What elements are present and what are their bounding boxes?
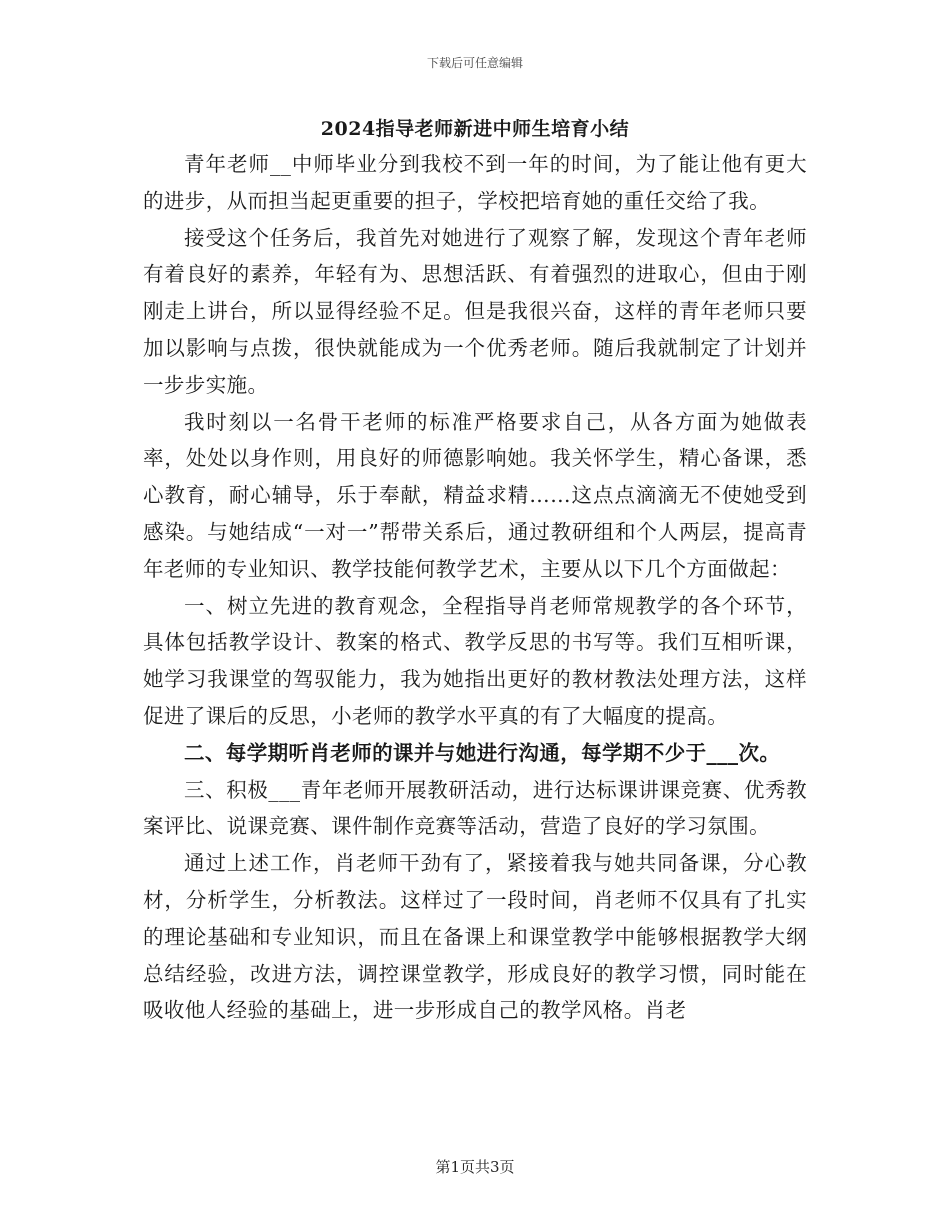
page-number: 第1页共3页 [435, 1158, 515, 1176]
document-title: 2024指导老师新进中师生培育小结 [320, 118, 630, 140]
paragraph-point-two: 二、每学期听肖老师的课并与她进行沟通，每学期不少于___次。 [184, 740, 781, 765]
paragraph-intro: 青年老师__中师毕业分到我校不到一年的时间，为了能让他有更大的进步，从而担当起更重要的担子，学校把培育她的重任交给了我。 [143, 152, 807, 213]
paragraph-observation: 接受这个任务后，我首先对她进行了观察了解，发现这个青年老师有着良好的素养，年轻有为、思想活跃、有着强烈的进取心，但由于刚刚走上讲台，所以显得经验不足。但是我很兴奋，这样的青年老师只要加以影响与点拨，很快就能成为一个优秀老师。随后我就制定了计划并一步步实施。 [143, 225, 807, 397]
document-body [143, 146, 807, 1029]
paragraph-point-three: 三、积极___青年老师开展教研活动，进行达标课讲课竞赛、优秀教案评比、说课竞赛、课件制作竞赛等活动，营造了良好的学习氛围。 [143, 777, 807, 839]
paragraph-results: 通过上述工作，肖老师干劲有了，紧接着我与她共同备课，分心教材，分析学生，分析教法。这样过了一段时间，肖老师不仅具有了扎实的理论基础和专业知识，而且在备课上和课堂教学中能够根据教学大纲总结经验，改进方法，调控课堂教学，形成良好的教学习惯，同时能在吸收他人经验的基础上，进一步形成自己的教学风格。肖老 [143, 851, 807, 1023]
paragraph-role-model: 我时刻以一名骨干老师的标准严格要求自己，从各方面为她做表率，处处以身作则，用良好的师德影响她。我关怀学生，精心备课，悉心教育，耐心辅导，乐于奉献，精益求精……这点点滴滴无不使她受到感染。与她结成“一对一”帮带关系后，通过教研组和个人两层，提高青年老师的专业知识、教学技能何教学艺术，主要从以下几个方面做起： [143, 409, 807, 581]
header-note: 下载后可任意编辑 [426, 56, 523, 70]
paragraph-point-one: 一、树立先进的教育观念，全程指导肖老师常规教学的各个环节，具体包括教学设计、教案的格式、教学反思的书写等。我们互相听课，她学习我课堂的驾驭能力，我为她指出更好的教材教法处理方法，这样促进了课后的反思，小老师的教学水平真的有了大幅度的提高。 [143, 593, 807, 728]
